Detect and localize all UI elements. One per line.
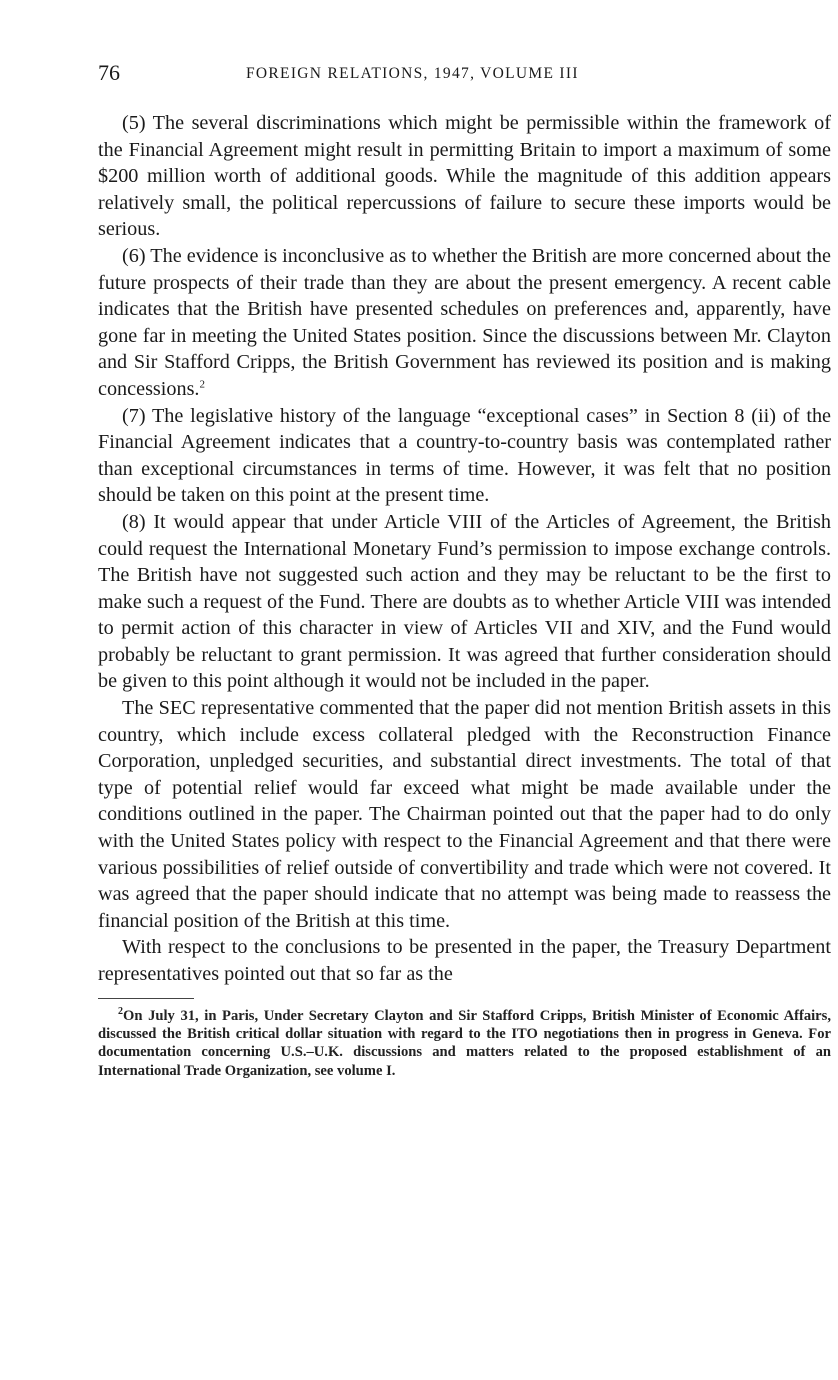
footnote-number: 2 (118, 1005, 123, 1017)
body-text (98, 110, 831, 988)
page-header (98, 58, 831, 92)
paragraph-5: (5) The several discriminations which might be permissible within the framework of the Financial Agreement might result in permitting Britain to import a maximum of some $200 million worth of additional goods. While the magnitude of this addition appears relatively small, the political repercussions of failure to secure these imports would be serious. (98, 112, 831, 241)
footnote-divider (98, 998, 194, 999)
running-head: FOREIGN RELATIONS, 1947, VOLUME III (246, 65, 579, 82)
document-page (98, 58, 831, 1080)
page-number: 76 (98, 60, 120, 85)
paragraph-conclusions: With respect to the conclusions to be presented in the paper, the Treasury Department representatives pointed out that so far as the (98, 936, 831, 985)
paragraph-sec-comment: The SEC representative commented that the paper did not mention British assets in this country, which include excess collateral pledged with the Reconstruction Finance Corporation, unpledged securities, and substantial direct investments. The total of that type of potential relief would far exceed what might be made available under the conditions outlined in the paper. The Chairman pointed out that the paper had to do only with the United States policy with respect to the Financial Agreement and that there were various possibilities of relief outside of convertibility and trade which were not covered. It was agreed that the paper should indicate that no attempt was being made to reassess the financial position of the British at this time. (98, 697, 831, 932)
footnote-text: On July 31, in Paris, Under Secretary Clayton and Sir Stafford Cripps, British Minister of Economic Affairs, discussed the British critical dollar situation with regard to the ITO negotiations then in progress in Geneva. For documentation concerning U.S.–U.K. discussions and matters related to the proposed establishment of an International Trade Organization, see volume I. (98, 1007, 831, 1079)
footnote (98, 1007, 831, 1081)
footnote-reference[interactable]: 2 (199, 378, 205, 391)
paragraph-6: (6) The evidence is inconclusive as to whether the British are more concerned about the future prospects of their trade than they are about the present emergency. A recent cable indicates that the British have presented schedules on preferences and, apparently, have gone far in meeting the United States position. Since the discussions between Mr. Clayton and Sir Stafford Cripps, the British Government has reviewed its position and is making concessions.$^2$ (98, 244, 831, 400)
paragraph-7: (7) The legislative history of the language “exceptional cases” in Section 8 (ii) of the Financial Agreement indicates that a country-to-country basis was contemplated rather than exceptional circumstances in terms of time. However, it was felt that no position should be taken on this point at the present time. (98, 404, 831, 507)
paragraph-8: (8) It would appear that under Article VIII of the Articles of Agreement, the British could request the International Monetary Fund’s permission to impose exchange controls. The British have not suggested such action and they may be reluctant to be the first to make such a request of the Fund. There are doubts as to whether Article VIII was intended to permit action of this character in view of Articles VII and XIV, and the Fund would probably be reluctant to grant permission. It was agreed that further consideration should be given to this point although it would not be included in the paper. (98, 510, 831, 693)
